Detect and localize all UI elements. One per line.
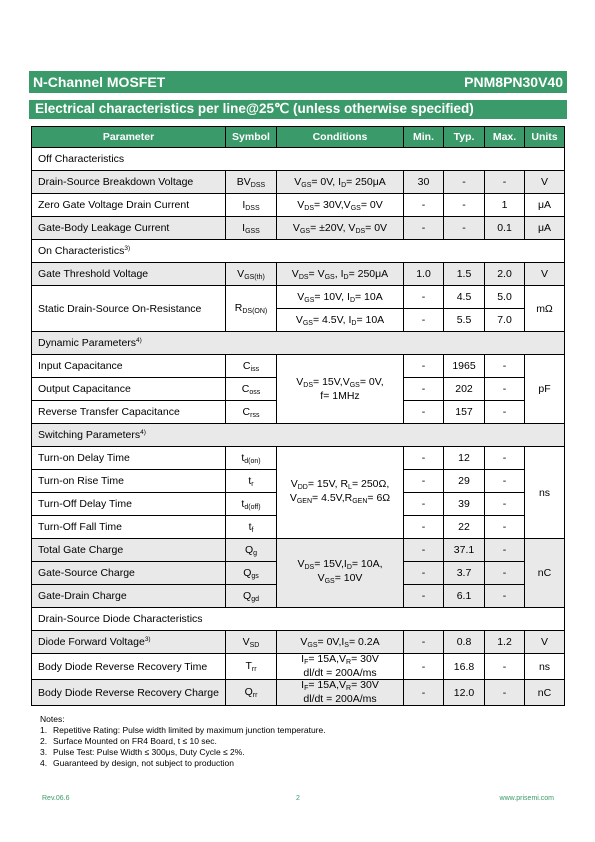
section-row-switching (32, 424, 565, 447)
param-cell: Drain-Source Breakdown Voltage (32, 171, 226, 194)
unit-cell: V (525, 171, 565, 194)
conditions-cell: $V_{GS}= 0V,I_S= 0.2A$ (277, 631, 404, 654)
section-label-off: Off Characteristics (32, 148, 565, 171)
typ-cell: 29 (444, 470, 485, 493)
notes-title: Notes: (40, 714, 65, 724)
conditions-cell: $V_{DS}= 15V,I_D= 10A$, $V_{GS}= 10V$ (277, 539, 404, 608)
table-row (32, 680, 565, 706)
conditions-cell: $V_{GS}= 10V$, $I_D= 10A$ (277, 286, 404, 309)
symbol-cell: $t_r$ (226, 470, 277, 493)
col-header-max: Max. (485, 127, 525, 148)
conditions-cell: $V_{DS}= 30V,V_{GS}= 0V$ (277, 194, 404, 217)
footer-revision: Rev.06.6 (42, 795, 70, 802)
section-label-diode: Drain-Source Diode Characteristics (32, 608, 565, 631)
table-row (32, 539, 565, 562)
unit-cell: ns (525, 447, 565, 539)
max-cell: - (485, 470, 525, 493)
symbol-cell: $R_{DS(ON)}$ (226, 286, 277, 332)
param-cell: Zero Gate Voltage Drain Current (32, 194, 226, 217)
page-footer (42, 795, 554, 802)
symbol-cell: $Q_{gs}$ (226, 562, 277, 585)
min-cell: - (404, 217, 444, 240)
max-cell: - (485, 378, 525, 401)
unit-cell: mΩ (525, 286, 565, 332)
header-bar (29, 71, 567, 93)
max-cell: - (485, 493, 525, 516)
note-item: 2. Surface Mounted on FR4 Board, t ≤ 10 sec. (40, 736, 217, 746)
section-row-off (32, 148, 565, 171)
typ-cell: - (444, 171, 485, 194)
conditions-cell: $V_{GS}= 0V$, $I_D= 250\mu A$ (277, 171, 404, 194)
table-row (32, 654, 565, 680)
conditions-cell: $V_{DS}= 15V,V_{GS}= 0V$, f= 1MHz (277, 355, 404, 424)
typ-cell: 1.5 (444, 263, 485, 286)
unit-cell: nC (525, 539, 565, 608)
unit-cell: V (525, 263, 565, 286)
typ-cell: 5.5 (444, 309, 485, 332)
symbol-cell: $Q_{gd}$ (226, 585, 277, 608)
param-cell: Gate Threshold Voltage (32, 263, 226, 286)
footer-page-number: 2 (296, 795, 300, 802)
symbol-cell: $Q_{rr}$ (226, 680, 277, 706)
conditions-cell: $V_{GS}= 4.5V$, $I_D= 10A$ (277, 309, 404, 332)
notes-block (40, 714, 326, 769)
max-cell: - (485, 401, 525, 424)
typ-cell: 37.1 (444, 539, 485, 562)
max-cell: 5.0 (485, 286, 525, 309)
min-cell: - (404, 585, 444, 608)
min-cell: - (404, 680, 444, 706)
min-cell: - (404, 654, 444, 680)
max-cell: - (485, 516, 525, 539)
section-row-on (32, 240, 565, 263)
unit-cell: nC (525, 680, 565, 706)
max-cell: 7.0 (485, 309, 525, 332)
typ-cell: - (444, 217, 485, 240)
typ-cell: 0.8 (444, 631, 485, 654)
max-cell: - (485, 562, 525, 585)
section-row-dynamic (32, 332, 565, 355)
max-cell: - (485, 171, 525, 194)
note-item: 1. Repetitive Rating: Pulse width limited by maximum junction temperature. (40, 725, 326, 735)
min-cell: - (404, 516, 444, 539)
param-cell: Static Drain-Source On-Resistance (32, 286, 226, 332)
typ-cell: 157 (444, 401, 485, 424)
col-header-symbol: Symbol (226, 127, 277, 148)
max-cell: - (485, 654, 525, 680)
param-cell: Gate-Body Leakage Current (32, 217, 226, 240)
footer-website-link[interactable]: www.prisemi.com (499, 795, 554, 802)
min-cell: - (404, 309, 444, 332)
param-cell: Turn-Off Delay Time (32, 493, 226, 516)
typ-cell: 22 (444, 516, 485, 539)
symbol-cell: $C_{rss}$ (226, 401, 277, 424)
col-header-conditions: Conditions (277, 127, 404, 148)
symbol-cell: $I_{DSS}$ (226, 194, 277, 217)
conditions-cell: $V_{GS}= \pm 20V$, $V_{DS}= 0V$ (277, 217, 404, 240)
typ-cell: 39 (444, 493, 485, 516)
min-cell: - (404, 470, 444, 493)
note-item: 3. Pulse Test: Pulse Width ≤ 300μs, Duty Cycle ≤ 2%. (40, 747, 245, 757)
typ-cell: 6.1 (444, 585, 485, 608)
param-cell: Body Diode Reverse Recovery Time (32, 654, 226, 680)
param-cell: Turn-on Delay Time (32, 447, 226, 470)
typ-cell: 16.8 (444, 654, 485, 680)
table-row (32, 263, 565, 286)
section-label-dynamic: Dynamic Parameters$^{4)}$ (32, 332, 565, 355)
symbol-cell: $Q_g$ (226, 539, 277, 562)
section-label-switching: Switching Parameters$^{4)}$ (32, 424, 565, 447)
symbol-cell: $V_{SD}$ (226, 631, 277, 654)
typ-cell: 12.0 (444, 680, 485, 706)
max-cell: 0.1 (485, 217, 525, 240)
max-cell: - (485, 355, 525, 378)
table-row (32, 194, 565, 217)
min-cell: 1.0 (404, 263, 444, 286)
typ-cell: 202 (444, 378, 485, 401)
min-cell: - (404, 447, 444, 470)
symbol-cell: $BV_{DSS}$ (226, 171, 277, 194)
table-row (32, 286, 565, 309)
min-cell: - (404, 562, 444, 585)
col-header-min: Min. (404, 127, 444, 148)
conditions-cell: $I_F= 15A,V_R= 30V$ dl/dt = 200A/ms (277, 654, 404, 680)
unit-cell: ns (525, 654, 565, 680)
min-cell: - (404, 355, 444, 378)
table-row (32, 447, 565, 470)
typ-cell: 3.7 (444, 562, 485, 585)
header-device-type: N-Channel MOSFET (33, 74, 166, 90)
min-cell: 30 (404, 171, 444, 194)
typ-cell: 12 (444, 447, 485, 470)
param-cell: Input Capacitance (32, 355, 226, 378)
col-header-parameter: Parameter (32, 127, 226, 148)
param-cell: Reverse Transfer Capacitance (32, 401, 226, 424)
min-cell: - (404, 631, 444, 654)
max-cell: - (485, 585, 525, 608)
section-title-bar (29, 100, 567, 119)
conditions-cell: $V_{DS}= V_{GS}$, $I_D= 250\mu A$ (277, 263, 404, 286)
max-cell: - (485, 539, 525, 562)
conditions-cell: $I_F= 15A,V_R= 30V$ dl/dt = 200A/ms (277, 680, 404, 706)
symbol-cell: $t_f$ (226, 516, 277, 539)
symbol-cell: $T_{rr}$ (226, 654, 277, 680)
table-row (32, 355, 565, 378)
symbol-cell: $t_{d(off)}$ (226, 493, 277, 516)
electrical-characteristics-table (31, 126, 565, 706)
col-header-typ: Typ. (444, 127, 485, 148)
max-cell: - (485, 447, 525, 470)
symbol-cell: $I_{GSS}$ (226, 217, 277, 240)
header-part-number: PNM8PN30V40 (464, 74, 563, 90)
table-row (32, 631, 565, 654)
max-cell: 1.2 (485, 631, 525, 654)
max-cell: 1 (485, 194, 525, 217)
param-cell: Turn-on Rise Time (32, 470, 226, 493)
table-header-row (32, 127, 565, 148)
param-cell: Total Gate Charge (32, 539, 226, 562)
unit-cell: V (525, 631, 565, 654)
col-header-units: Units (525, 127, 565, 148)
unit-cell: μA (525, 217, 565, 240)
param-cell: Diode Forward Voltage$^{3)}$ (32, 631, 226, 654)
min-cell: - (404, 286, 444, 309)
min-cell: - (404, 194, 444, 217)
symbol-cell: $C_{oss}$ (226, 378, 277, 401)
symbol-cell: $C_{iss}$ (226, 355, 277, 378)
section-label-on: On Characteristics$^{3)}$ (32, 240, 565, 263)
param-cell: Output Capacitance (32, 378, 226, 401)
typ-cell: 1965 (444, 355, 485, 378)
unit-cell: μA (525, 194, 565, 217)
symbol-cell: $t_{d(on)}$ (226, 447, 277, 470)
conditions-cell: $V_{DD}= 15V$, $R_L= 250\Omega$, $V_{GEN}= 4.5V,R_{GEN}= 6\Omega$ (277, 447, 404, 539)
param-cell: Gate-Drain Charge (32, 585, 226, 608)
param-cell: Body Diode Reverse Recovery Charge (32, 680, 226, 706)
max-cell: - (485, 680, 525, 706)
table-row (32, 171, 565, 194)
min-cell: - (404, 401, 444, 424)
param-cell: Gate-Source Charge (32, 562, 226, 585)
min-cell: - (404, 493, 444, 516)
table-row (32, 217, 565, 240)
typ-cell: 4.5 (444, 286, 485, 309)
symbol-cell: $V_{GS(th)}$ (226, 263, 277, 286)
section-title: Electrical characteristics per line@25℃ (unless otherwise specified) (35, 101, 474, 116)
section-row-diode (32, 608, 565, 631)
typ-cell: - (444, 194, 485, 217)
min-cell: - (404, 539, 444, 562)
min-cell: - (404, 378, 444, 401)
max-cell: 2.0 (485, 263, 525, 286)
note-item: 4. Guaranteed by design, not subject to production (40, 758, 234, 768)
param-cell: Turn-Off Fall Time (32, 516, 226, 539)
unit-cell: pF (525, 355, 565, 424)
